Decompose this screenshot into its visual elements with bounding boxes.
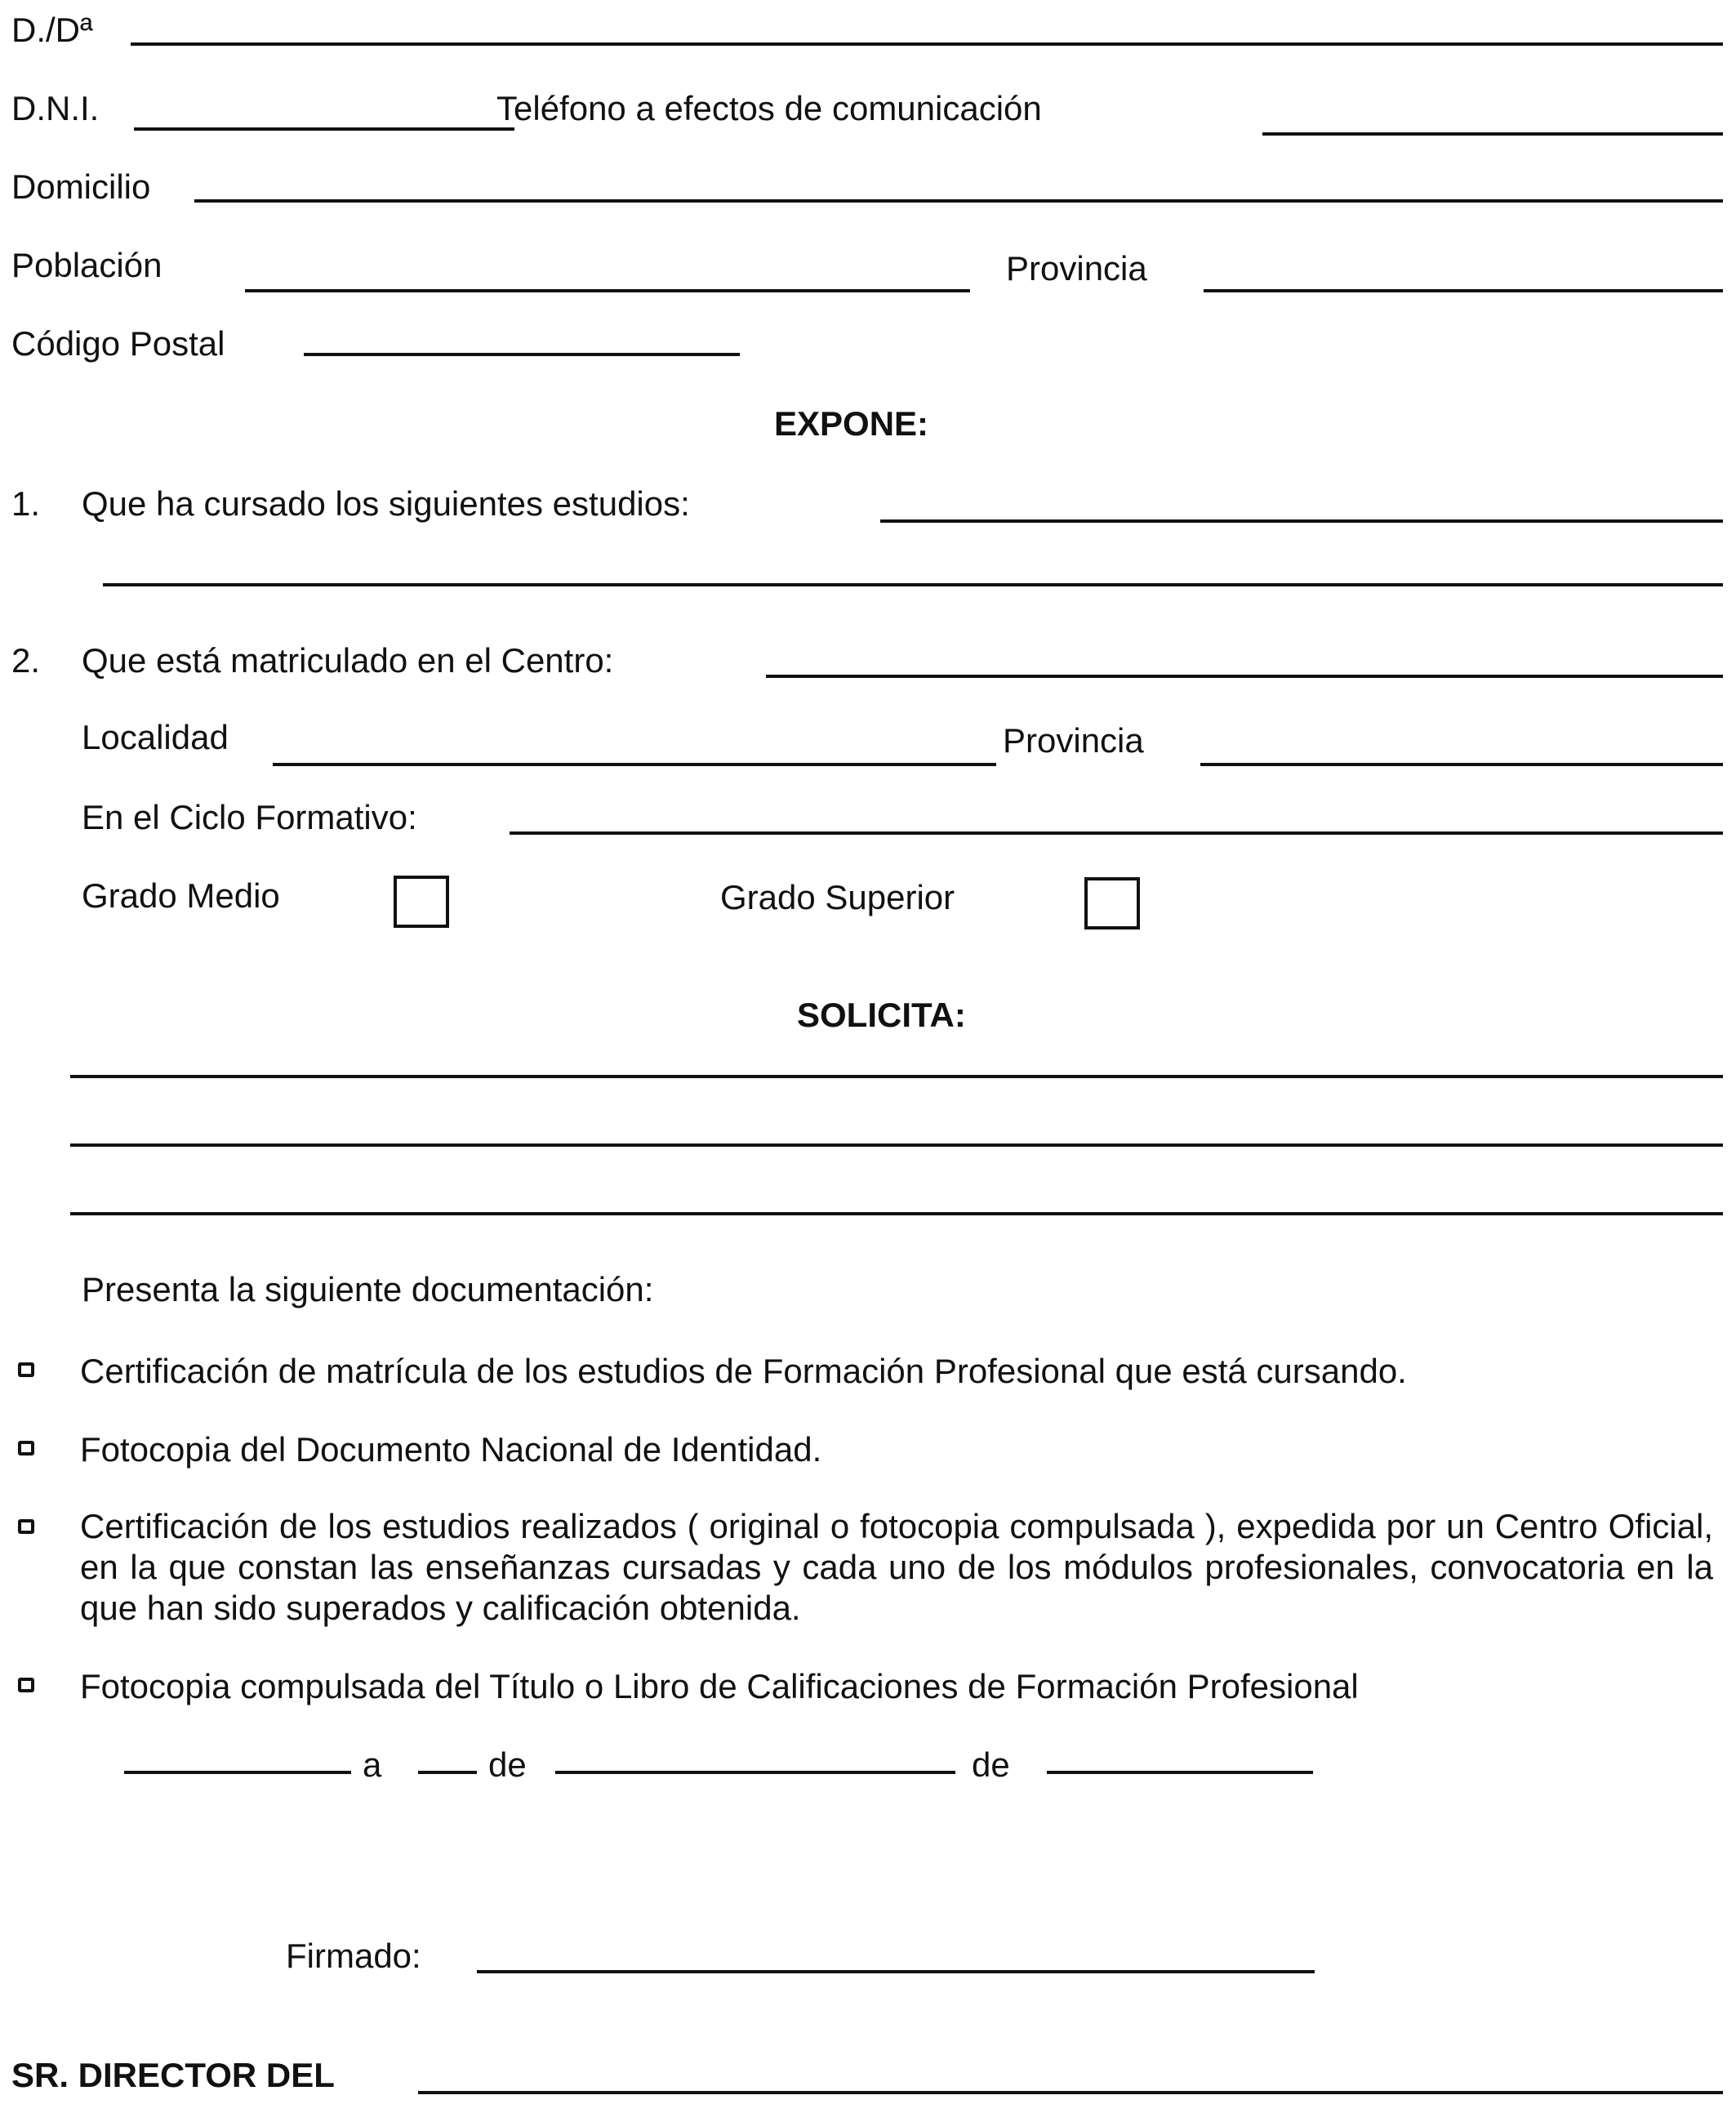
town-label: Población (11, 246, 162, 284)
dni-label: D.N.I. (11, 89, 100, 127)
date-a-label: a (363, 1745, 382, 1784)
phone-label: Teléfono a efectos de comunicación (496, 89, 1042, 127)
expone-heading: EXPONE: (774, 404, 929, 443)
grado-superior-checkbox[interactable] (1084, 877, 1140, 929)
date-day-line[interactable] (418, 1771, 477, 1774)
request-line-3[interactable] (70, 1212, 1723, 1215)
documentation-intro: Presenta la siguiente documentación: (82, 1270, 654, 1308)
checkbox-bullet-icon (18, 1362, 34, 1377)
locality-line[interactable] (273, 763, 996, 766)
addressee-label: SR. DIRECTOR DEL (11, 2056, 335, 2094)
signature-label: Firmado: (286, 1937, 421, 1975)
grado-medio-checkbox[interactable] (394, 876, 449, 928)
doc-item-dni-copy: Fotocopia del Documento Nacional de Identidad. (80, 1430, 822, 1469)
center-province-line[interactable] (1200, 763, 1723, 766)
cycle-line[interactable] (510, 831, 1723, 835)
doc-item-studies-certification: Certificación de los estudios realizados ( original o fotocopia compulsada ), expedida por un Centro Oficial, en la que constan las enseñanzas cursadas y cada uno de los módulos profesionales, convocatoria en la que han sido superados y calificación obtenida. (80, 1507, 1713, 1627)
locality-label: Localidad (82, 718, 229, 756)
checkbox-bullet-icon (18, 1678, 34, 1692)
date-de-label-2: de (972, 1745, 1010, 1784)
grado-medio-label: Grado Medio (82, 876, 280, 915)
doc-item-enrollment: Certificación de matrícula de los estudios de Formación Profesional que está cursando. (80, 1352, 1407, 1390)
doc-item-title-copy: Fotocopia compulsada del Título o Libro de Calificaciones de Formación Profesional (80, 1667, 1359, 1705)
checkbox-bullet-icon (18, 1519, 34, 1534)
item1-number: 1. (11, 484, 41, 523)
solicita-heading: SOLICITA: (797, 996, 966, 1034)
request-line-1[interactable] (70, 1075, 1723, 1078)
dni-line[interactable] (134, 127, 514, 131)
item1-text: Que ha cursado los siguientes estudios: (82, 484, 690, 523)
name-line[interactable] (131, 42, 1723, 46)
province-label: Provincia (1006, 249, 1147, 288)
date-de-label-1: de (488, 1745, 527, 1784)
province-line[interactable] (1204, 289, 1723, 292)
date-place-line[interactable] (124, 1771, 351, 1774)
addressee-line[interactable] (418, 2091, 1723, 2094)
grado-superior-label: Grado Superior (720, 878, 955, 916)
cycle-label: En el Ciclo Formativo: (82, 798, 417, 836)
postal-code-label: Código Postal (11, 324, 225, 363)
request-line-2[interactable] (70, 1143, 1723, 1147)
checkbox-bullet-icon (18, 1441, 34, 1455)
studies-line-1[interactable] (880, 519, 1723, 523)
center-province-label: Provincia (1003, 721, 1144, 760)
town-line[interactable] (245, 289, 970, 292)
item2-text: Que está matriculado en el Centro: (82, 641, 614, 680)
center-line[interactable] (766, 675, 1723, 678)
studies-line-2[interactable] (103, 583, 1723, 586)
address-line[interactable] (194, 199, 1723, 203)
address-label: Domicilio (11, 167, 151, 206)
date-month-line[interactable] (555, 1771, 955, 1774)
postal-code-line[interactable] (304, 353, 740, 356)
date-year-line[interactable] (1047, 1771, 1313, 1774)
name-label: D./Dª (11, 11, 93, 49)
phone-line[interactable] (1262, 132, 1723, 136)
signature-line[interactable] (477, 1970, 1315, 1973)
item2-number: 2. (11, 641, 41, 680)
